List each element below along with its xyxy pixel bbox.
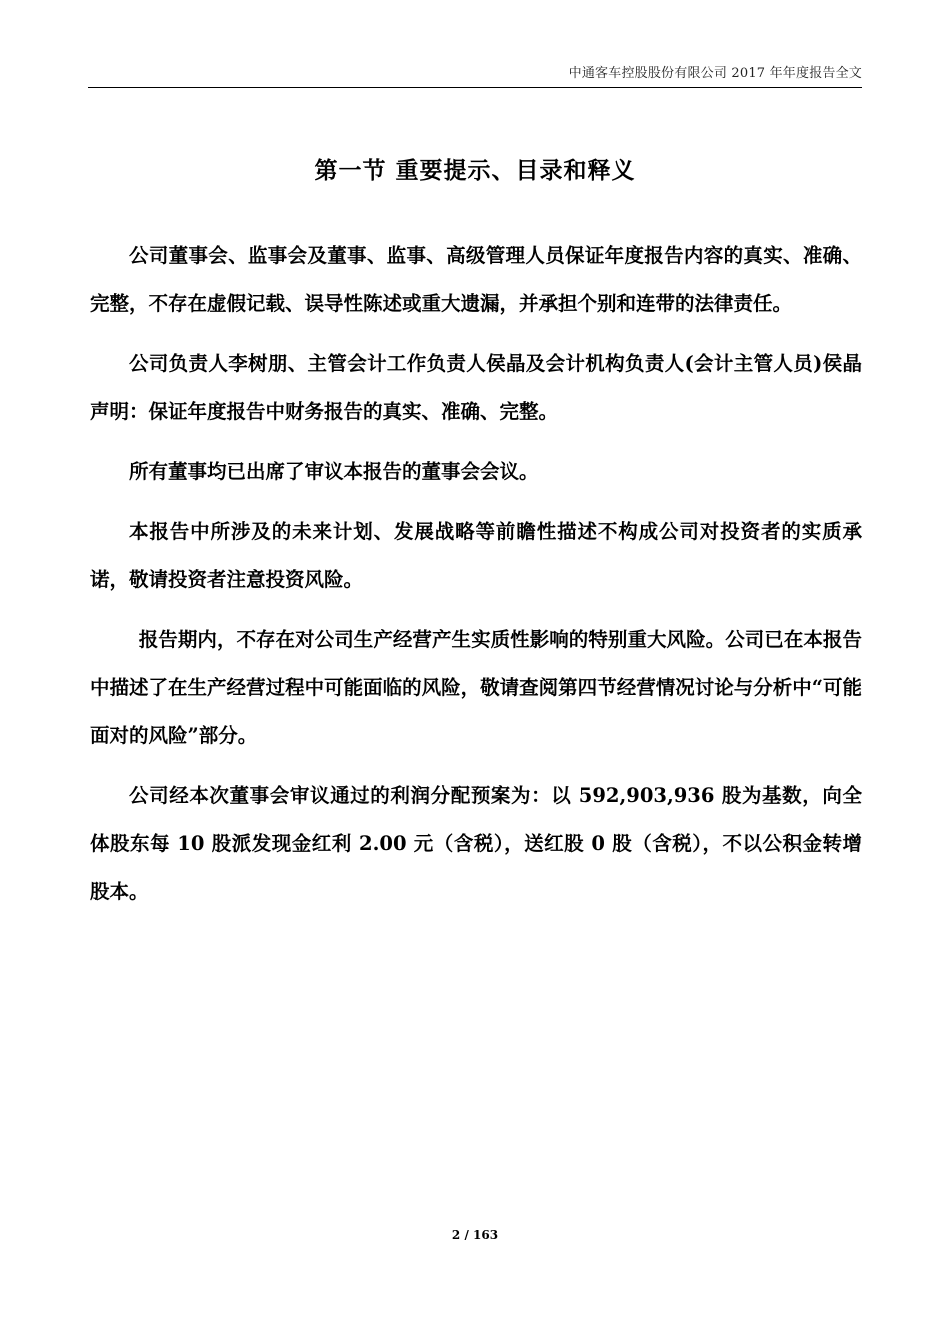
header-divider xyxy=(88,87,862,88)
paragraph-officer-declaration: 公司负责人李树朋、主管会计工作负责人侯晶及会计机构负责人(会计主管人员)侯晶声明：保证年度报告中财务报告的真实、准确、完整。 xyxy=(90,352,863,423)
paragraph-profit-distribution: 公司经本次董事会审议通过的利润分配预案为：以 592,903,936 股为基数，向全体股东每 10 股派发现金红利 2.00 元（含税），送红股 0 股（含税），不以公积金转增股本。 xyxy=(90,784,862,903)
paragraph-risk-notice: 报告期内，不存在对公司生产经营产生实质性影响的特别重大风险。公司已在本报告中描述了在生产经营过程中可能面临的风险，敬请查阅第四节经营情况讨论与分析中“可能面对的风险”部分。 xyxy=(90,628,862,747)
document-body xyxy=(90,232,862,928)
section-title: 第一节 重要提示、目录和释义 xyxy=(314,157,636,184)
paragraph-board-attendance: 所有董事均已出席了审议本报告的董事会会议。 xyxy=(129,460,539,483)
page-number: 2 / 163 xyxy=(451,1228,499,1242)
paragraph-responsibility-statement: 公司董事会、监事会及董事、监事、高级管理人员保证年度报告内容的真实、准确、完整，不存在虚假记载、误导性陈述或重大遗漏，并承担个别和连带的法律责任。 xyxy=(90,244,862,315)
paragraph-forward-looking-disclaimer: 本报告中所涉及的未来计划、发展战略等前瞻性描述不构成公司对投资者的实质承诺，敬请投资者注意投资风险。 xyxy=(90,520,862,591)
running-header: 中通客车控股股份有限公司 2017 年年度报告全文 xyxy=(568,66,862,81)
